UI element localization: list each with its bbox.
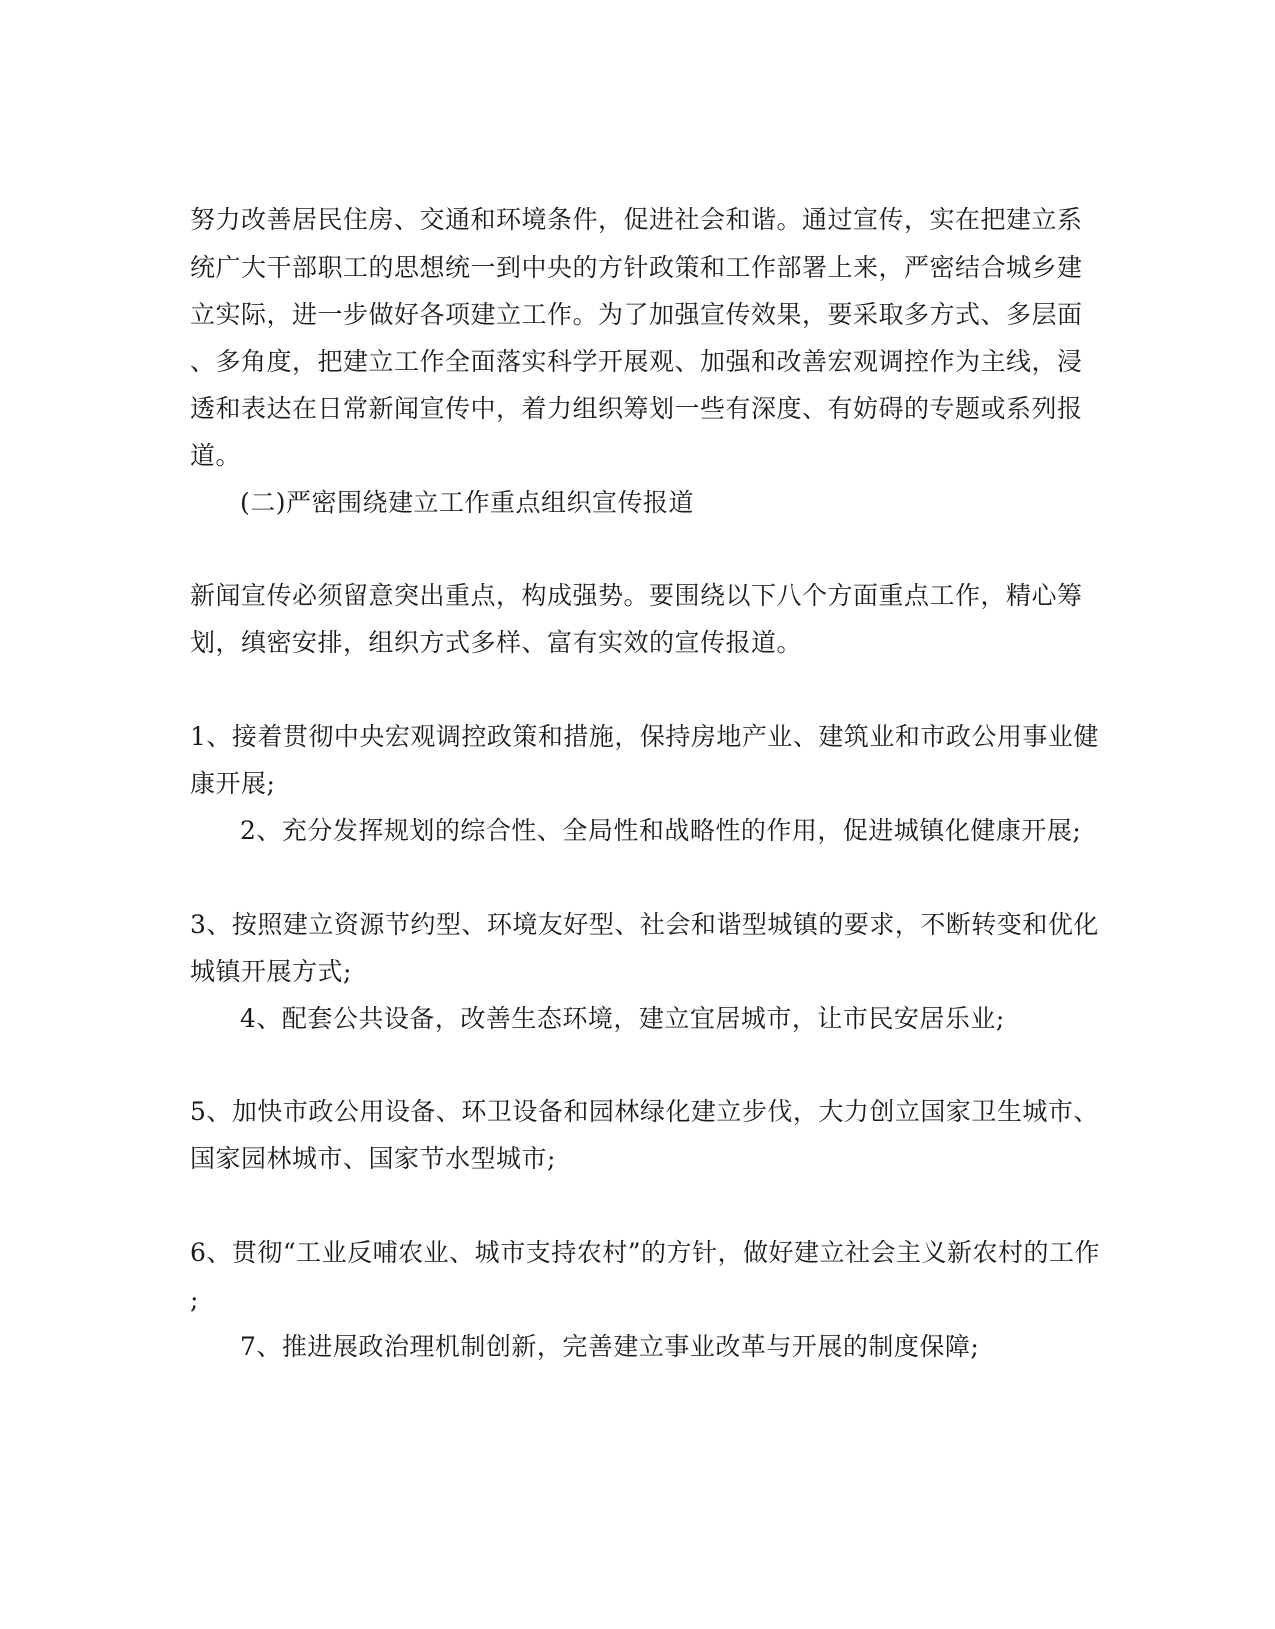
body-text-line: 、多角度，把建立工作全面落实科学开展观、加强和改善宏观调控作为主线，浸	[190, 347, 1083, 376]
list-item-line: 2、充分发挥规划的综合性、全局性和战略性的作用，促进城镇化健康开展;	[240, 816, 1082, 845]
list-item-line: 1、接着贯彻中央宏观调控政策和措施，保持房地产业、建筑业和市政公用事业健	[190, 722, 1099, 751]
list-item-line: 6、贯彻“工业反哺农业、城市支持农村”的方针，做好建立社会主义新农村的工作	[190, 1238, 1100, 1267]
body-text-line: 努力改善居民住房、交通和环境条件，促进社会和谐。通过宣传，实在把建立系	[190, 205, 1083, 234]
body-text-line: 统广大干部职工的思想统一到中央的方针政策和工作部署上来，严密结合城乡建	[190, 253, 1083, 282]
body-text-line: 划，缜密安排，组织方式多样、富有实效的宣传报道。	[190, 628, 803, 657]
list-item-line: ;	[190, 1285, 199, 1314]
list-item-line: 城镇开展方式;	[190, 957, 352, 986]
section-heading: (二)严密围绕建立工作重点组织宣传报道	[240, 488, 695, 517]
list-item-line: 7、推进展政治理机制创新，完善建立事业改革与开展的制度保障;	[240, 1332, 980, 1361]
list-item-line: 3、按照建立资源节约型、环境友好型、社会和谐型城镇的要求，不断转变和优化	[190, 910, 1099, 939]
list-item-line: 国家园林城市、国家节水型城市;	[190, 1144, 556, 1173]
body-text-line: 新闻宣传必须留意突出重点，构成强势。要围绕以下八个方面重点工作，精心筹	[190, 581, 1083, 610]
body-text-line: 透和表达在日常新闻宣传中，着力组织筹划一些有深度、有妨碍的专题或系列报	[190, 394, 1083, 423]
list-item-line: 康开展;	[190, 769, 276, 798]
body-text-line: 立实际，进一步做好各项建立工作。为了加强宣传效果，要采取多方式、多层面	[190, 300, 1083, 329]
list-item-line: 5、加快市政公用设备、环卫设备和园林绿化建立步伐，大力创立国家卫生城市、	[190, 1097, 1099, 1126]
body-text-line: 道。	[190, 441, 242, 470]
list-item-line: 4、配套公共设备，改善生态环境，建立宜居城市，让市民安居乐业;	[240, 1004, 1005, 1033]
